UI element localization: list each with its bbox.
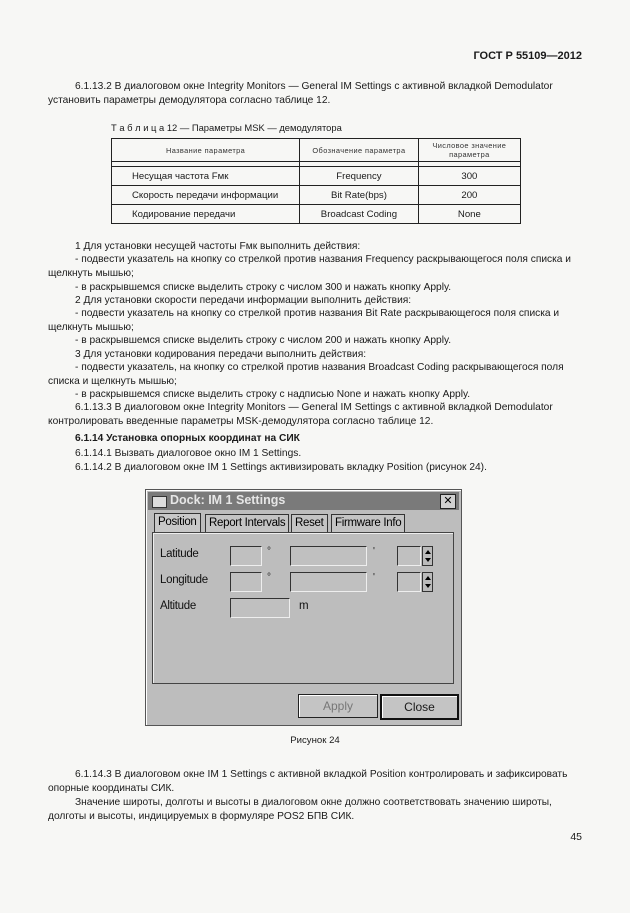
latitude-minutes-field[interactable] (290, 546, 367, 566)
paragraph-6-1-13-2: 6.1.13.2 В диалоговом окне Integrity Monitors — General IM Settings с активной вкладкой Demodulator установить параметры демодулятора согласно таблице 12. (48, 81, 553, 106)
step-6-1-14-1: 6.1.14.1 Вызвать диалоговое окно IM 1 Settings. (75, 448, 302, 459)
longitude-hemisphere-select[interactable] (397, 572, 421, 592)
table-row (112, 205, 521, 224)
window-menu-icon[interactable] (152, 496, 167, 508)
table-cell: Bit Rate(bps) (300, 186, 419, 205)
body-line: - подвести указатель на кнопку со стрелкой против названия Bit Rate раскрывающегося поля списка и щелкнуть мышью; (48, 308, 560, 333)
document-header: ГОСТ Р 55109—2012 (473, 50, 582, 62)
im1-settings-dialog (145, 489, 462, 726)
figure-caption: Рисунок 24 (290, 735, 340, 746)
table-cell: Несущая частота Fмк (112, 167, 300, 186)
body-line: 6.1.13.3 В диалоговом окне Integrity Monitors — General IM Settings с активной вкладкой Demodulator контролировать введенные параметры MSK-демодулятора согласно таблице 12. (48, 402, 553, 427)
tab-report-intervals[interactable]: Report Intervals (205, 514, 289, 532)
table-row (112, 186, 521, 205)
table-header-cell: Обозначение параметра (300, 139, 419, 162)
latitude-degrees-field[interactable] (230, 546, 262, 566)
page-number: 45 (570, 831, 582, 843)
table-header-row (112, 139, 521, 162)
apply-button[interactable]: Apply (298, 694, 378, 718)
table-caption: Т а б л и ц а 12 — Параметры MSK — демодулятора (111, 122, 342, 133)
table-cell: None (418, 205, 520, 224)
table-header-cell: Название параметра (112, 139, 300, 162)
section-title: 6.1.14 Установка опорных координат на СИК (75, 433, 300, 444)
longitude-degrees-field[interactable] (230, 572, 262, 592)
tab-reset[interactable]: Reset (291, 514, 328, 532)
table-cell: Скорость передачи информации (112, 186, 300, 205)
minute-separator: ' (373, 546, 375, 557)
paragraph-final: Значение широты, долготы и высоты в диалоговом окне должно соответствовать значению широты, долготы и высоты, индицируемых в формуляре POS2 БПВ СИК. (48, 797, 552, 822)
body-line: 2 Для установки скорости передачи информации выполнить действия: (75, 295, 412, 306)
altitude-unit: m (299, 600, 309, 612)
table-cell: Кодирование передачи (112, 205, 300, 224)
latitude-hemisphere-select[interactable] (397, 546, 421, 566)
body-line: - в раскрывшемся списке выделить строку с числом 200 и нажать кнопку Apply. (75, 335, 452, 346)
table-cell: Broadcast Coding (300, 205, 419, 224)
msk-parameters-table (111, 138, 521, 224)
dialog-title: Dock: IM 1 Settings (170, 493, 286, 507)
body-line: 1 Для установки несущей частоты Fмк выполнить действия: (75, 241, 361, 252)
close-button[interactable]: Close (380, 694, 459, 720)
altitude-field[interactable] (230, 598, 290, 618)
minute-separator: ' (373, 572, 375, 583)
degree-separator: ° (267, 572, 271, 583)
latitude-label: Latitude (160, 548, 199, 560)
body-line: 3 Для установки кодирования передачи выполнить действия: (75, 349, 367, 360)
step-6-1-14-2: 6.1.14.2 В диалоговом окне IM 1 Settings активизировать вкладку Position (рисунок 24). (75, 462, 487, 473)
table-header-cell: Числовое значение параметра (418, 139, 520, 162)
table-row (112, 167, 521, 186)
table-cell: 300 (418, 167, 520, 186)
tab-firmware-info[interactable]: Firmware Info (331, 514, 405, 532)
table-cell: 200 (418, 186, 520, 205)
longitude-label: Longitude (160, 574, 208, 586)
body-line: - в раскрывшемся списке выделить строку с надписью None и нажать кнопку Apply. (75, 389, 471, 400)
longitude-spin-icon[interactable] (422, 572, 433, 592)
body-line: - подвести указатель на кнопку со стрелкой против названия Frequency раскрывающегося поля списка и щелкнуть мышью; (48, 254, 571, 279)
longitude-minutes-field[interactable] (290, 572, 367, 592)
degree-separator: ° (267, 546, 271, 557)
close-icon[interactable]: ✕ (440, 494, 456, 509)
tab-position[interactable]: Position (154, 513, 201, 532)
body-line: - подвести указатель, на кнопку со стрелкой против названия Broadcast Coding раскрывающегося поля списка и щелкнуть мышью; (48, 362, 564, 387)
altitude-label: Altitude (160, 600, 196, 612)
paragraph-6-1-14-3: 6.1.14.3 В диалоговом окне IM 1 Settings с активной вкладкой Position контролировать и зафиксировать опорные координаты СИК. (48, 769, 568, 794)
dialog-titlebar (148, 492, 459, 510)
table-cell: Frequency (300, 167, 419, 186)
latitude-spin-icon[interactable] (422, 546, 433, 566)
body-line: - в раскрывшемся списке выделить строку с числом 300 и нажать кнопку Apply. (75, 282, 452, 293)
